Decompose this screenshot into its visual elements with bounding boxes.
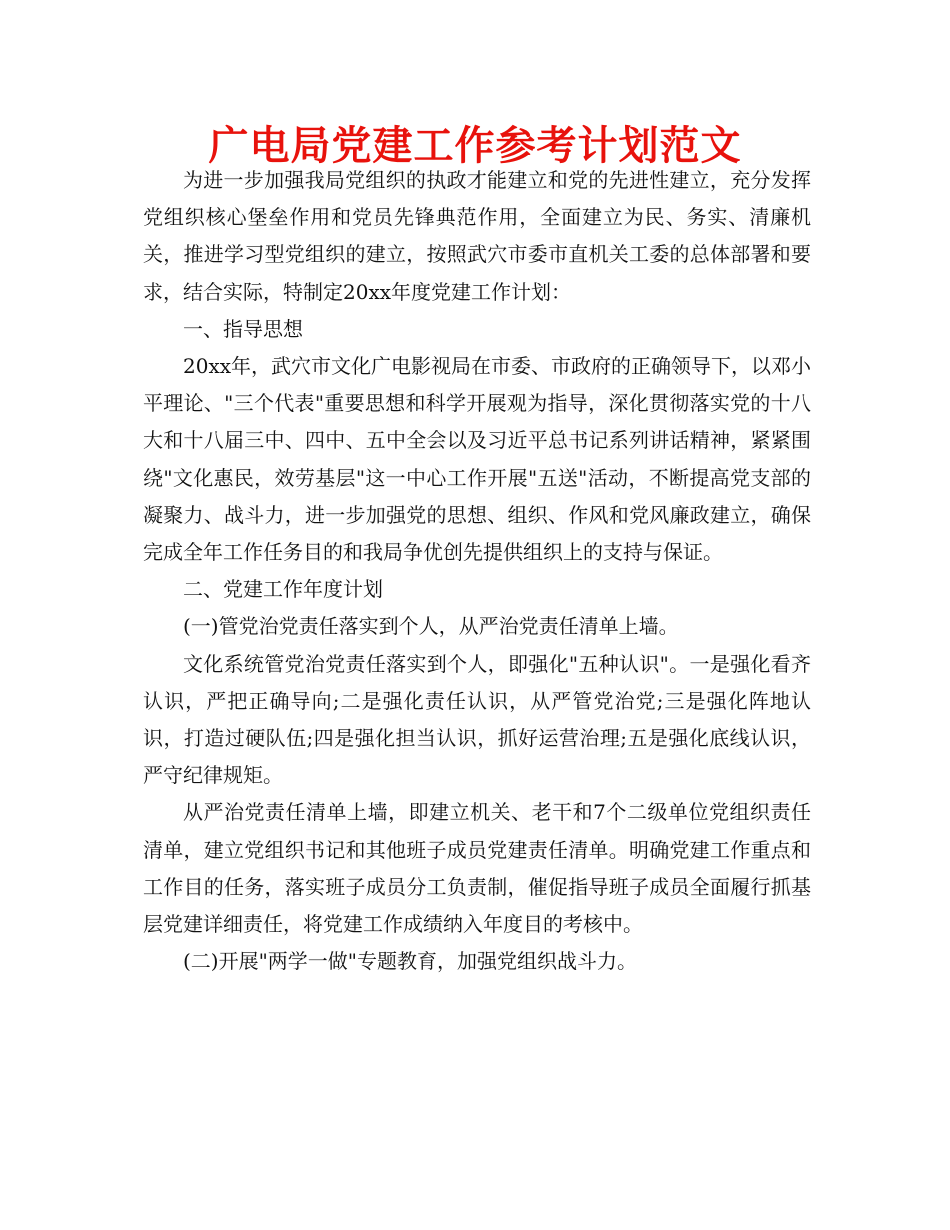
document-body — [143, 162, 811, 980]
paragraph-responsibility-list: 从严治党责任清单上墙，即建立机关、老干和7个二级单位党组织责任清单，建立党组织书记和其他班子成员党建责任清单。明确党建工作重点和工作目的任务，落实班子成员分工负责制，催促指导班子成员全面履行抓基层党建详细责任，将党建工作成绩纳入年度目的考核中。 — [143, 800, 811, 937]
paragraph-intro: 为进一步加强我局党组织的执政才能建立和党的先进性建立，充分发挥党组织核心堡垒作用和党员先锋典范作用，全面建立为民、务实、清廉机关，推进学习型党组织的建立，按照武穴市委市直机关工委的总体部署和要求，结合实际，特制定20xx年度党建工作计划： — [143, 168, 811, 304]
subheading-education: (二)开展"两学一做"专题教育，加强党组织战斗力。 — [183, 949, 638, 974]
heading-annual-plan: 二、党建工作年度计划 — [183, 577, 383, 602]
document-title: 广电局党建工作参考计划范文 — [208, 123, 742, 169]
paragraph-five-awareness: 文化系统管党治党责任落实到个人，即强化"五种认识"。一是强化看齐认识，严把正确导向;二是强化责任认识，从严管党治党;三是强化阵地认识，打造过硬队伍;四是强化担当认识，抓好运营治理;五是强化底线认识，严守纪律规矩。 — [143, 651, 811, 788]
paragraph-guiding-thought: 20xx年，武穴市文化广电影视局在市委、市政府的正确领导下，以邓小平理论、"三个代表"重要思想和科学开展观为指导，深化贯彻落实党的十八大和十八届三中、四中、五中全会以及习近平总书记系列讲话精神，紧紧围绕"文化惠民，效劳基层"这一中心工作开展"五送"活动，不断提高党支部的凝聚力、战斗力，进一步加强党的思想、组织、作风和党风廉政建立，确保完成全年工作任务目的和我局争优创先提供组织上的支持与保证。 — [143, 354, 812, 565]
heading-guiding-thought: 一、指导思想 — [183, 316, 303, 341]
subheading-responsibility: (一)管党治党责任落实到个人，从严治党责任清单上墙。 — [183, 614, 679, 639]
